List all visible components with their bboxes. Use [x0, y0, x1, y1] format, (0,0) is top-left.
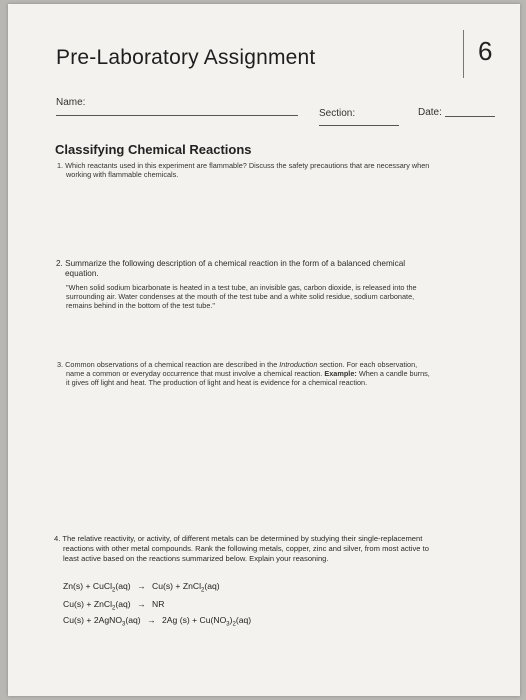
equation-1: [63, 581, 220, 594]
eq1-plus-2: +: [175, 581, 181, 591]
question-3-number: 3.: [57, 360, 64, 369]
question-4-line3: least active based on the reactions summarized below. Explain your reasoning.: [63, 554, 329, 563]
section-field[interactable]: [319, 125, 399, 126]
eq1-product-2: ZnCl$_2$(aq): [182, 581, 220, 594]
page-title: Pre-Laboratory Assignment: [56, 46, 316, 69]
worksheet-page: [8, 4, 520, 696]
quote-line-1: "When solid sodium bicarbonate is heated in a test tube, an invisible gas, carbon dioxide, is released into the: [66, 283, 417, 292]
question-4: [54, 534, 429, 564]
name-label: Name:: [56, 97, 86, 108]
eq2-product: NR: [152, 599, 165, 609]
eq1-product-1: Cu(s): [152, 581, 174, 591]
question-2-line2: equation.: [65, 269, 99, 278]
eq3-product-2: $Cu(NO_3)_2(aq)$: [199, 615, 252, 628]
section-label: Section:: [319, 108, 356, 119]
question-2-line1: Summarize the following description of a chemical reaction in the form of a balanced chemical: [65, 259, 406, 268]
eq1-arrow: →: [137, 581, 146, 591]
question-3-line1a: Common observations of a chemical reaction are described in the: [65, 360, 280, 369]
eq2-reactant-1: Cu(s): [63, 599, 85, 609]
question-4-line1: The relative reactivity, or activity, of different metals can be determined by studying their single-replacement: [62, 534, 423, 543]
eq1-reactant-2: CuCl$_2$(aq): [92, 581, 131, 594]
name-field[interactable]: [56, 115, 298, 116]
eq3-arrow: →: [147, 615, 156, 625]
date-label: Date:: [418, 107, 442, 118]
eq2-reactant-2: ZnCl$_2$(aq): [93, 599, 131, 612]
date-field[interactable]: [445, 116, 495, 117]
question-4-number: 4.: [54, 534, 61, 543]
question-3-line2a: name a common or everyday occurrence that must involve a chemical reaction.: [66, 369, 325, 378]
eq1-reactant-1: Zn(s): [63, 581, 84, 591]
question-3-line1c: section. For each observation,: [317, 360, 418, 369]
eq2-arrow: →: [137, 599, 146, 609]
chapter-number: 6: [478, 36, 493, 66]
question-1-number: 1.: [57, 161, 64, 170]
chapter-divider: [463, 30, 464, 78]
question-3-line3: it gives off light and heat. The production of light and heat is evidence for a chemical reaction.: [66, 378, 368, 387]
section-heading: Classifying Chemical Reactions: [55, 142, 252, 157]
question-1-line2: working with flammable chemicals.: [66, 170, 179, 179]
question-2-number: 2.: [56, 259, 63, 268]
question-3-line2c: When a candle burns,: [356, 369, 430, 378]
question-1-line1: Which reactants used in this experiment are flammable? Discuss the safety precautions that are necessary when: [65, 161, 430, 170]
quote-line-3: remains behind in the bottom of the test tube.": [66, 301, 216, 310]
question-3-introduction: Introduction: [279, 360, 318, 369]
question-3-example: Example:: [324, 369, 357, 378]
eq3-plus-2: +: [192, 615, 198, 625]
question-2-quote: [66, 283, 417, 310]
question-4-line2: reactions with other metal compounds. Rank the following metals, copper, zinc and silver, from most active to: [63, 544, 429, 553]
eq3-product-1: 2Ag (s): [162, 615, 190, 625]
quote-line-2: surrounding air. Water condenses at the mouth of the test tube and a white solid residue, sodium carbonate,: [66, 292, 415, 301]
equation-3: [63, 615, 251, 628]
question-3: [57, 360, 430, 387]
equation-2: [63, 599, 164, 612]
question-2: [56, 259, 405, 279]
eq2-plus: +: [86, 599, 92, 609]
eq3-plus: +: [86, 615, 92, 625]
question-1: [57, 161, 429, 179]
eq3-reactant-2: 2AgNO$_3$(aq): [93, 615, 141, 628]
eq1-plus: +: [85, 581, 91, 591]
eq3-reactant-1: Cu(s): [63, 615, 85, 625]
